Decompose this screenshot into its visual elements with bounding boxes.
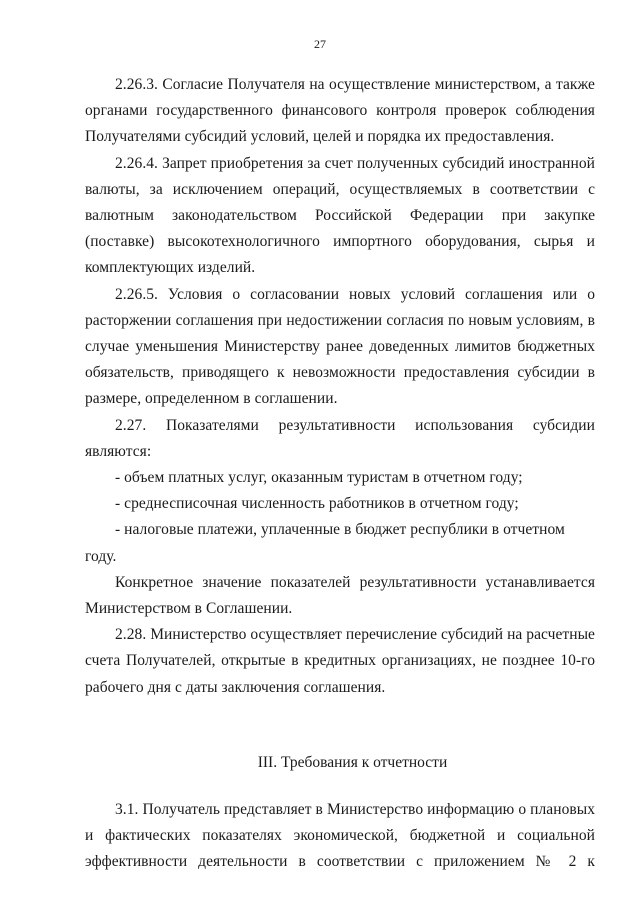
paragraph-2-26-5: 2.26.5. Условия о согласовании новых условий соглашения или о расторжении соглашения при недостижении согласия по новым условиям, в случае уменьшения Министерству ранее доведенных лимитов бюджетных обязательств, приводящего к невозможности предоставления субсидии в размере, определенном в соглашении. xyxy=(85,285,595,408)
paragraph-2-26-4: 2.26.4. Запрет приобретения за счет полученных субсидий иностранной валюты, за исключением операций, осуществляемых в соответствии с валютным законодательством Российской Федерации при закупке (поставке) высокотехнологичного импортного оборудования, сырья и комплектующих изделий. xyxy=(85,154,595,277)
list-item-tax-payments: - налоговые платежи, уплаченные в бюджет республики в отчетном году. xyxy=(85,521,565,565)
list-item-paid-services: - объем платных услуг, оказанным туристам в отчетном году; xyxy=(115,469,523,487)
paragraph-specific-value: Конкретное значение показателей результативности устанавливается Министерством в Соглашении. xyxy=(85,573,595,618)
paragraph-2-27: 2.27. Показателями результативности использования субсидии являются: xyxy=(85,416,595,460)
section-heading: III. Требования к отчетности xyxy=(257,753,448,771)
page-number: 27 xyxy=(314,37,326,51)
paragraph-2-26-3: 2.26.3. Согласие Получателя на осуществление министерством, а также органами государственного финансового контроля проверок соблюдения Получателями субсидий условий, целей и порядка их предоставления. xyxy=(85,76,595,146)
document-body xyxy=(85,72,595,875)
paragraph-2-28: 2.28. Министерство осуществляет перечисление субсидий на расчетные счета Получателей, открытые в кредитных организациях, не позднее 10-го рабочего дня с даты заключения соглашения. xyxy=(85,626,595,696)
paragraph-3-1: 3.1. Получатель представляет в Министерство информацию о плановых и фактических показателях экономической, бюджетной и социальной эффективности деятельности в соответствии с приложением № 2 к xyxy=(85,800,595,871)
section-spacer xyxy=(85,701,595,750)
heading-spacer xyxy=(85,776,595,797)
list-item-headcount: - среднесписочная численность работников в отчетном году; xyxy=(115,495,519,513)
